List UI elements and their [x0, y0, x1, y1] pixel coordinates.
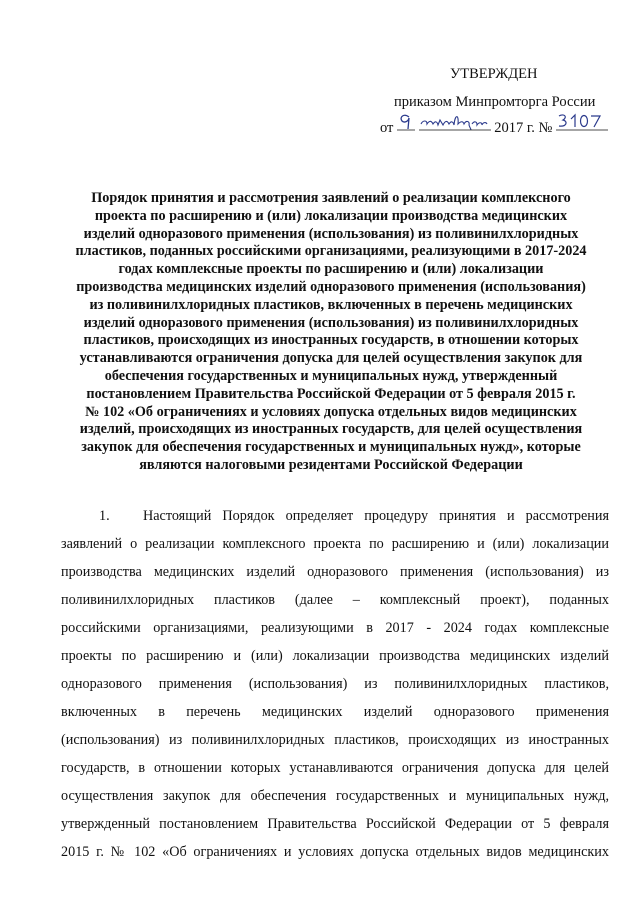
paragraph-number: 1.	[99, 508, 110, 524]
paragraph-line: (использования) из поливинилхлоридных пластиков, происходящих из иностранных	[61, 732, 609, 748]
title-line: проекта по расширению и (или) локализации производства медицинских	[94, 207, 568, 224]
paragraph-line: утвержденный постановлением Правительства Российской Федерации от 5 февраля	[61, 816, 609, 832]
title-line: № 102 «Об ограничениях и условиях допуска отдельных видов медицинских	[85, 403, 577, 420]
title-line: пластиков, происходящих из иностранных государств, в отношении которых	[83, 332, 579, 349]
document-title	[58, 190, 604, 475]
handwritten-order-number	[556, 112, 608, 132]
approval-date-line	[380, 112, 608, 138]
paragraph-line: осуществления закупок для обеспечения государственных и муниципальных нужд,	[61, 788, 609, 804]
handwritten-month	[419, 112, 491, 132]
approval-stamp: УТВЕРЖДЕН	[450, 66, 538, 82]
handwritten-day	[397, 112, 415, 132]
title-line: из поливинилхлоридных пластиков, включенных в перечень медицинских	[89, 296, 573, 313]
paragraph-line: включенных в перечень медицинских изделий одноразового применения	[61, 704, 609, 720]
title-line: годах комплексные проекты по расширению и (или) локализации	[118, 261, 544, 278]
title-line: закупок для обеспечения государственных и муниципальных нужд», которые	[81, 439, 581, 456]
paragraph-line: поливинилхлоридных пластиков (далее – комплексный проект), поданных	[61, 592, 609, 608]
title-line: изделий, происходящих из иностранных государств, для целей осуществления	[79, 421, 583, 438]
date-prefix: от	[380, 120, 394, 136]
paragraph-line: 2015 г. № 102 «Об ограничениях и условиях допуска отдельных видов медицинских	[61, 844, 609, 860]
title-line: изделий одноразового применения (использования) из поливинилхлоридных	[83, 225, 579, 242]
paragraph-line: заявлений о реализации комплексного проекта по расширению и (или) локализации	[61, 536, 609, 552]
date-year: 2017 г. №	[494, 120, 553, 136]
title-line: постановлением Правительства Российской Федерации от 5 февраля 2015 г.	[86, 385, 576, 402]
paragraph-line: проекты по расширению и (или) локализации производства медицинских изделий	[61, 648, 609, 664]
paragraph-line	[61, 502, 609, 530]
paragraph-line: производства медицинских изделий одноразового применения (использования) из	[61, 564, 609, 580]
paragraph-first-line: Настоящий Порядок определяет процедуру принятия и рассмотрения	[143, 508, 609, 524]
title-line: являются налоговыми резидентами Российской Федерации	[139, 456, 523, 473]
paragraph-line: государств, в отношении которых устанавливаются ограничения допуска для целей	[61, 760, 609, 776]
paragraph-line: российскими организациями, реализующими в 2017 - 2024 годах комплексные	[61, 620, 609, 636]
title-line: пластиков, поданных российскими организациями, реализующими в 2017-2024	[75, 243, 587, 260]
title-line: изделий одноразового применения (использования) из поливинилхлоридных	[83, 314, 579, 331]
title-line: производства медицинских изделий одноразового применения (использования)	[76, 278, 586, 295]
paragraph-line: одноразового применения (использования) из поливинилхлоридных пластиков,	[61, 676, 609, 692]
title-line: обеспечения государственных и муниципальных нужд, утвержденный	[104, 367, 558, 384]
title-line: устанавливаются ограничения допуска для целей осуществления закупок для	[79, 350, 583, 367]
paragraph-1	[61, 502, 609, 866]
approval-order: приказом Минпромторга России	[394, 94, 596, 110]
title-line: Порядок принятия и рассмотрения заявлений о реализации комплексного	[91, 190, 571, 206]
